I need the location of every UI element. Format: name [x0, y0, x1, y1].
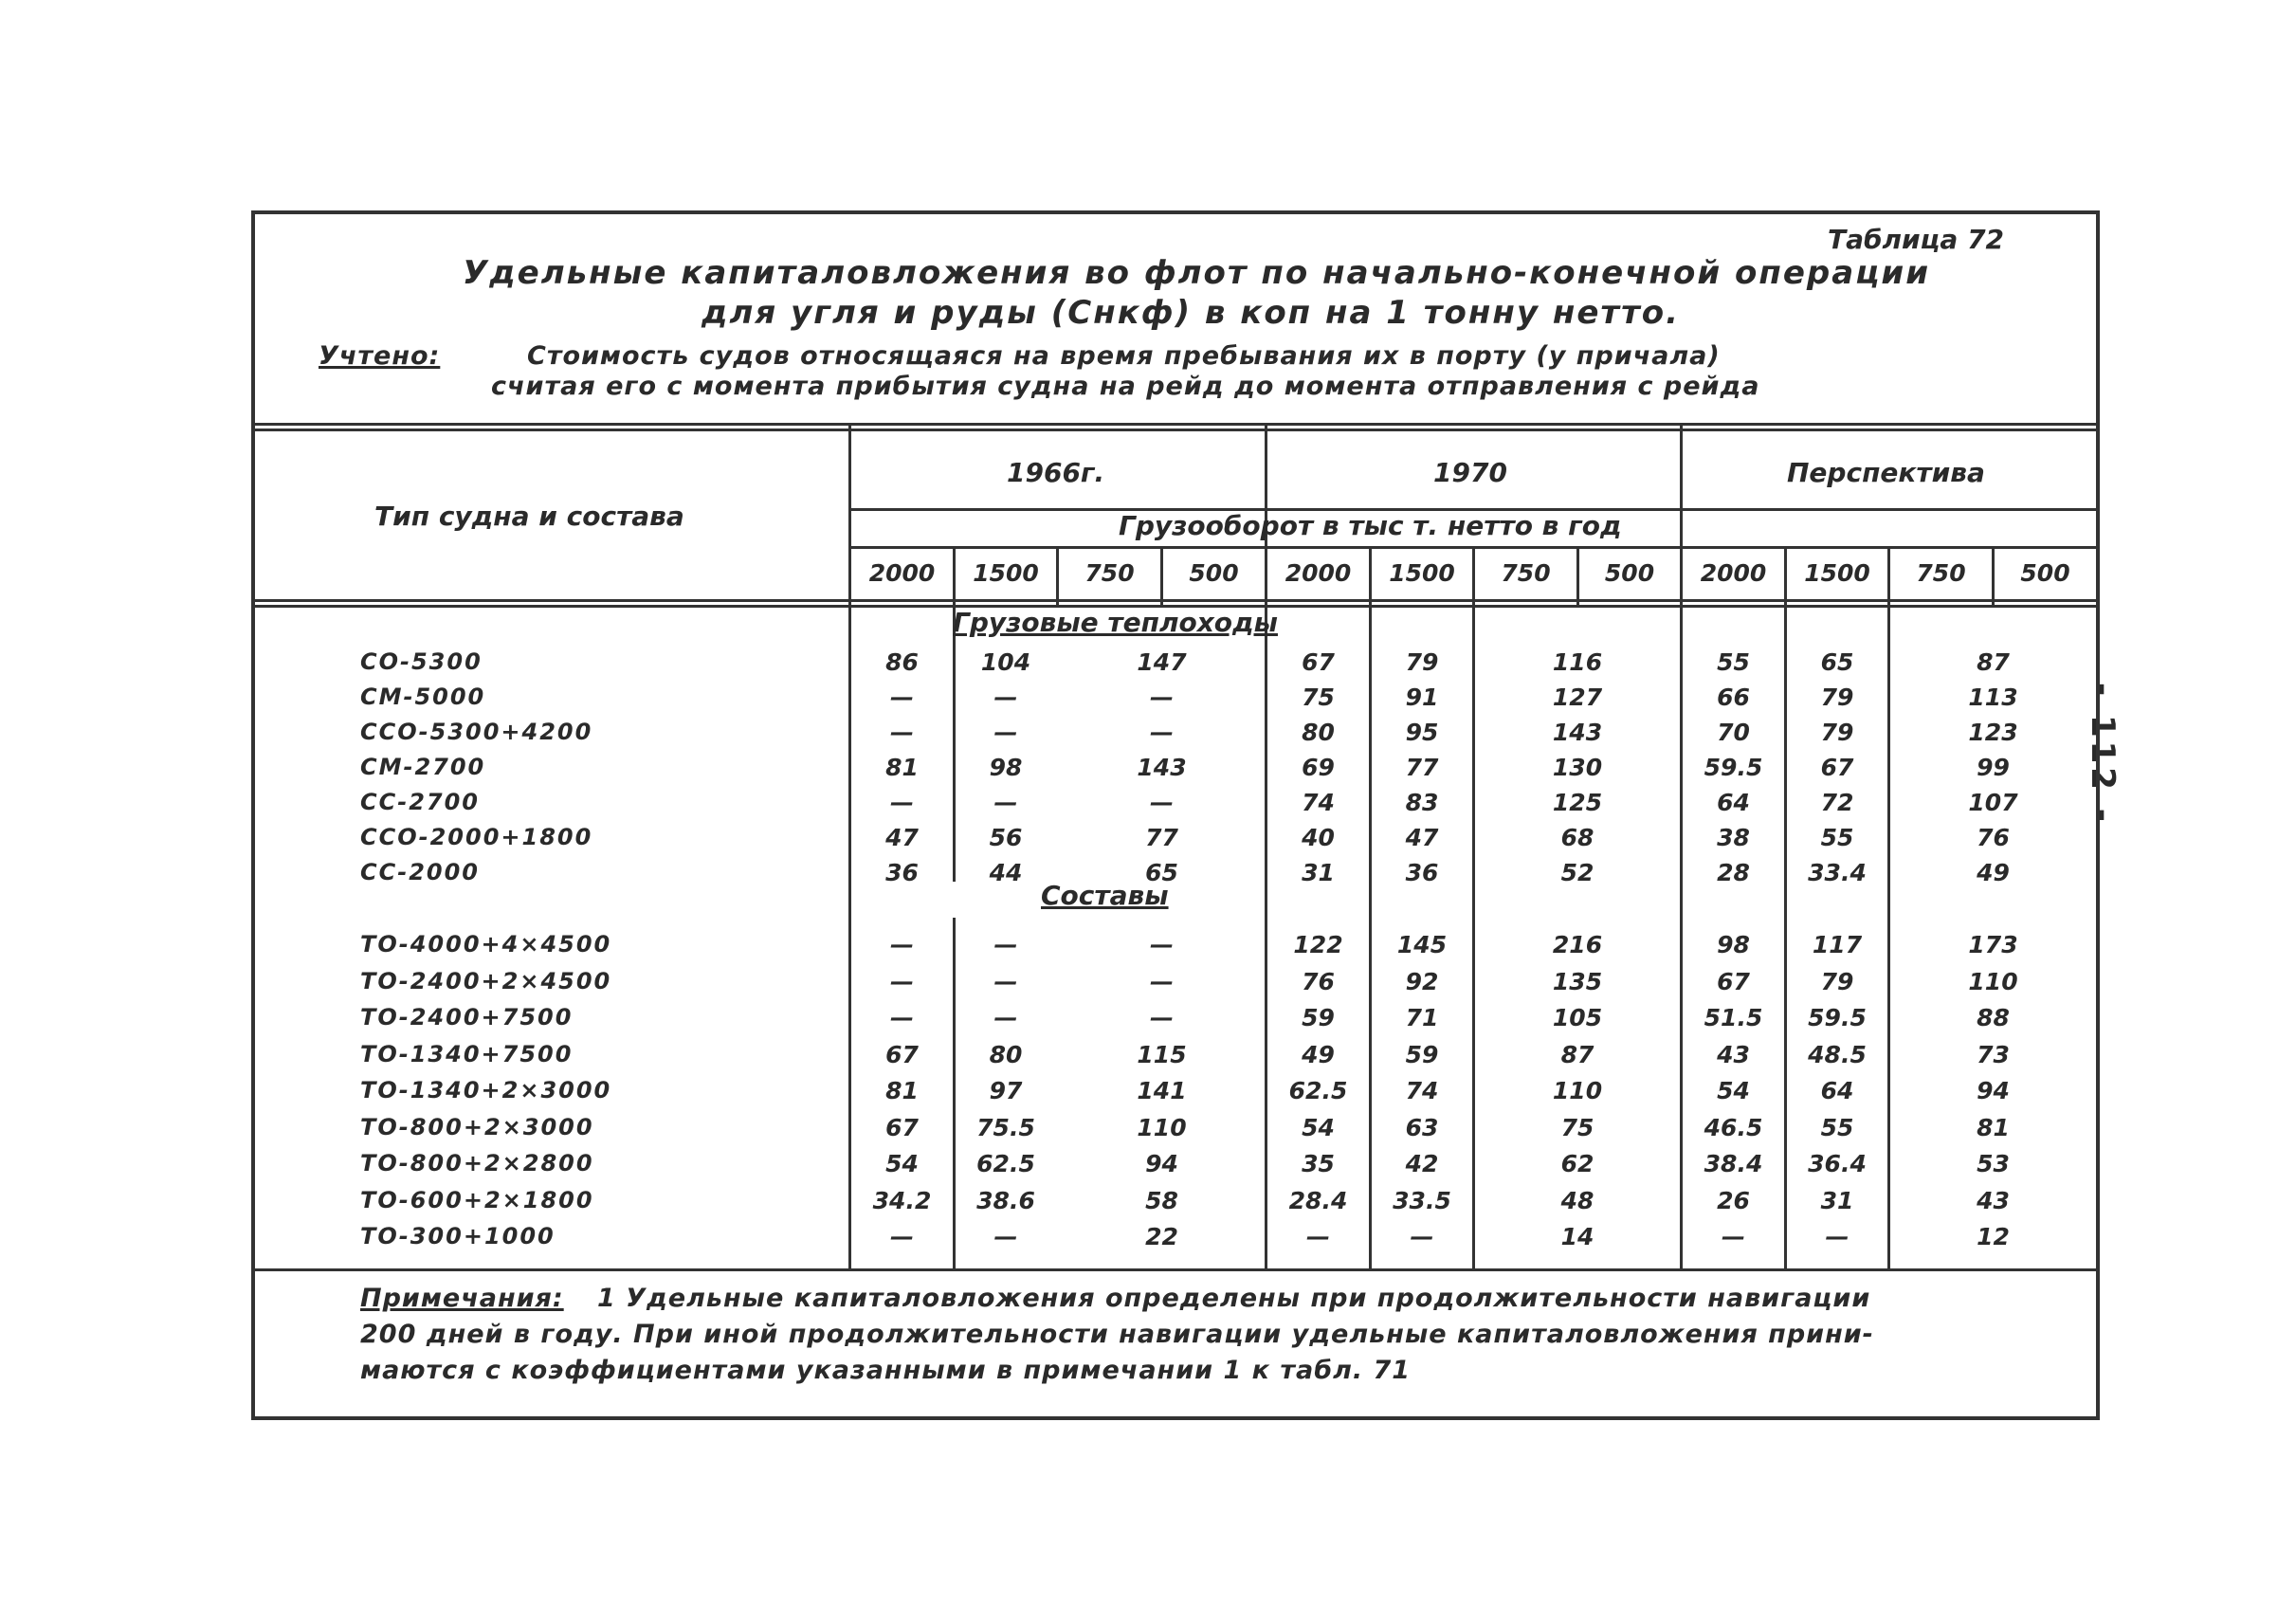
sub-header: 2000: [1285, 559, 1352, 587]
table-cell: 36.4: [1808, 1150, 1867, 1177]
table-cell: 42: [1405, 1150, 1439, 1177]
table-cell: 80: [989, 1040, 1023, 1068]
sub-header: 1500: [973, 559, 1039, 587]
table-cell: 36: [1405, 859, 1439, 886]
table-cell: 77: [1145, 824, 1178, 851]
table-cell: 79: [1405, 648, 1439, 676]
sub-header: 2000: [868, 559, 936, 587]
table-cell: 69: [1302, 754, 1335, 781]
table-cell: 94: [1977, 1077, 2010, 1104]
table-cell: 38.4: [1704, 1150, 1763, 1177]
table-cell: 59.5: [1704, 754, 1763, 781]
table-cell: 67: [885, 1113, 919, 1141]
header-top-border-double: [253, 429, 2098, 431]
table-cell: 79: [1820, 719, 1854, 746]
table-cell: 91: [1405, 684, 1439, 711]
table-cell: —: [1410, 1223, 1434, 1250]
table-cell: 64: [1717, 789, 1750, 816]
table-cell: —: [1306, 1223, 1330, 1250]
sub-header: 750: [1916, 559, 1966, 587]
volume-header: Грузооборот в тыс т. нетто в год: [1119, 510, 1622, 541]
row-name: СМ-5000: [360, 684, 486, 710]
table-cell: 31: [1820, 1186, 1854, 1214]
table-cell: 31: [1302, 859, 1335, 886]
footnote-line3: маются с коэффициентами указанными в примечании 1 к табл. 71: [360, 1356, 1412, 1385]
table-title-line1: Удельные капиталовложения во флот по начально-конечной операции: [463, 254, 1931, 292]
table-cell: —: [993, 967, 1018, 995]
table-cell: —: [1150, 967, 1174, 995]
period-header-1966: 1966г.: [1007, 457, 1105, 488]
table-cell: —: [1150, 1004, 1174, 1031]
table-cell: 87: [1977, 648, 2010, 676]
table-cell: 33.4: [1808, 859, 1867, 886]
row-name: ТО-800+2×3000: [360, 1113, 594, 1140]
table-cell: —: [890, 684, 914, 711]
table-cell: 26: [1717, 1186, 1750, 1214]
table-cell: 173: [1968, 931, 2018, 958]
table-cell: 83: [1405, 789, 1439, 816]
table-cell: —: [1150, 931, 1174, 958]
row-name: ССО-2000+1800: [360, 824, 593, 850]
table-cell: 97: [989, 1077, 1023, 1104]
table-cell: 115: [1137, 1040, 1187, 1068]
table-cell: 70: [1717, 719, 1750, 746]
note-line2: считая его с момента прибытия судна на рейд до момента отправления с рейда: [491, 372, 1760, 401]
period-header-1970: 1970: [1433, 457, 1507, 488]
table-cell: 47: [885, 824, 919, 851]
table-cell: 72: [1820, 789, 1854, 816]
table-cell: 64: [1820, 1077, 1854, 1104]
table-cell: —: [993, 1004, 1018, 1031]
sub-header: 500: [1604, 559, 1655, 587]
table-cell: 127: [1552, 684, 1603, 711]
table-cell: 80: [1302, 719, 1335, 746]
table-cell: 86: [885, 648, 919, 676]
body-bottom-border: [253, 1268, 2098, 1271]
table-cell: 123: [1968, 719, 2018, 746]
table-cell: 68: [1560, 824, 1594, 851]
row-name: СС-2000: [360, 859, 480, 885]
table-cell: 105: [1552, 1004, 1603, 1031]
header-top-border: [253, 423, 2098, 426]
note-line1: Стоимость судов относящаяся на время пребывания их в порту (у причала): [527, 341, 1721, 371]
row-name: ССО-5300+4200: [360, 719, 593, 745]
table-cell: 62.5: [1288, 1077, 1348, 1104]
table-cell: 67: [1302, 648, 1335, 676]
sub-header: 500: [1189, 559, 1239, 587]
table-cell: 77: [1405, 754, 1439, 781]
table-cell: 44: [989, 859, 1023, 886]
table-cell: —: [993, 719, 1018, 746]
sub-header: 2000: [1700, 559, 1767, 587]
sub-header: 1500: [1804, 559, 1870, 587]
table-cell: 110: [1968, 967, 2018, 995]
table-cell: 55: [1717, 648, 1750, 676]
table-cell: 53: [1977, 1150, 2010, 1177]
table-title-line2: для угля и руды (Снкф) в коп на 1 тонну нетто.: [702, 294, 1681, 332]
table-cell: 98: [1717, 931, 1750, 958]
table-cell: 125: [1552, 789, 1603, 816]
table-cell: 107: [1968, 789, 2018, 816]
footnote-line2: 200 дней в году. При иной продолжительности навигации удельные капиталовложения прини-: [360, 1320, 1874, 1349]
table-cell: 65: [1820, 648, 1854, 676]
table-cell: 62.5: [976, 1150, 1035, 1177]
note-label: Учтено:: [319, 341, 441, 371]
table-cell: 75.5: [976, 1113, 1035, 1141]
table-cell: 52: [1560, 859, 1594, 886]
table-cell: —: [890, 931, 914, 958]
table-cell: 40: [1302, 824, 1335, 851]
table-cell: 51.5: [1704, 1004, 1763, 1031]
row-name: СМ-2700: [360, 754, 486, 780]
table-cell: 71: [1405, 1004, 1439, 1031]
table-cell: —: [890, 1223, 914, 1250]
table-cell: 59: [1405, 1040, 1439, 1068]
table-cell: 79: [1820, 684, 1854, 711]
period-header-perspective: Перспектива: [1787, 457, 1985, 488]
table-cell: —: [1150, 684, 1174, 711]
row-name: СС-2700: [360, 789, 480, 815]
table-cell: 56: [989, 824, 1023, 851]
table-cell: 49: [1302, 1040, 1335, 1068]
section-title-convoys: Составы: [1041, 880, 1169, 911]
table-cell: 38: [1717, 824, 1750, 851]
table-cell: —: [890, 967, 914, 995]
table-cell: 43: [1717, 1040, 1750, 1068]
table-cell: 74: [1302, 789, 1335, 816]
table-cell: 130: [1552, 754, 1603, 781]
table-cell: 43: [1977, 1186, 2010, 1214]
row-name: ТО-800+2×2800: [360, 1150, 594, 1176]
table-cell: —: [993, 789, 1018, 816]
table-cell: 92: [1405, 967, 1439, 995]
row-name: ТО-1340+7500: [360, 1040, 574, 1067]
row-name: СО-5300: [360, 648, 483, 675]
table-cell: 99: [1977, 754, 2010, 781]
table-cell: —: [1150, 719, 1174, 746]
table-cell: 28: [1717, 859, 1750, 886]
table-cell: 74: [1405, 1077, 1439, 1104]
table-cell: 66: [1717, 684, 1750, 711]
table-cell: —: [1150, 789, 1174, 816]
table-cell: 54: [1302, 1113, 1335, 1141]
table-cell: 67: [1717, 967, 1750, 995]
table-cell: 147: [1137, 648, 1187, 676]
table-cell: 143: [1137, 754, 1187, 781]
sub-header: 500: [2020, 559, 2070, 587]
table-cell: 38.6: [976, 1186, 1035, 1214]
table-cell: 75: [1560, 1113, 1594, 1141]
row-name: ТО-300+1000: [360, 1223, 556, 1249]
table-cell: 216: [1552, 931, 1603, 958]
table-cell: 104: [980, 648, 1031, 676]
table-cell: 81: [885, 1077, 919, 1104]
table-cell: 33.5: [1393, 1186, 1451, 1214]
table-cell: 110: [1137, 1113, 1187, 1141]
table-cell: 67: [885, 1040, 919, 1068]
table-cell: —: [890, 789, 914, 816]
table-cell: —: [890, 1004, 914, 1031]
table-cell: 94: [1145, 1150, 1178, 1177]
table-cell: 110: [1552, 1077, 1603, 1104]
table-cell: 122: [1293, 931, 1343, 958]
table-cell: 87: [1560, 1040, 1594, 1068]
table-cell: —: [890, 719, 914, 746]
table-cell: 54: [885, 1150, 919, 1177]
table-cell: 58: [1145, 1186, 1178, 1214]
table-cell: 55: [1820, 1113, 1854, 1141]
table-cell: 98: [989, 754, 1023, 781]
table-cell: 47: [1405, 824, 1439, 851]
table-label: Таблица 72: [1828, 224, 2005, 255]
row-name: ТО-4000+4×4500: [360, 931, 612, 957]
table-cell: 36: [885, 859, 919, 886]
sub-header: 750: [1501, 559, 1551, 587]
row-name: ТО-2400+7500: [360, 1004, 574, 1030]
table-cell: —: [1722, 1223, 1745, 1250]
sub-header: 1500: [1389, 559, 1455, 587]
table-cell: 117: [1812, 931, 1863, 958]
table-cell: 48.5: [1808, 1040, 1867, 1068]
table-cell: 46.5: [1704, 1113, 1763, 1141]
table-cell: 113: [1968, 684, 2018, 711]
table-cell: 79: [1820, 967, 1854, 995]
table-cell: 141: [1137, 1077, 1187, 1104]
section-title-cargo-ships: Грузовые теплоходы: [953, 607, 1278, 638]
table-cell: 76: [1302, 967, 1335, 995]
table-cell: 28.4: [1288, 1186, 1348, 1214]
table-cell: 65: [1145, 859, 1178, 886]
table-cell: 135: [1552, 967, 1603, 995]
sub-header: 750: [1084, 559, 1135, 587]
table-cell: 48: [1560, 1186, 1594, 1214]
table-cell: 35: [1302, 1150, 1335, 1177]
table-cell: 116: [1552, 648, 1603, 676]
table-cell: 12: [1977, 1223, 2010, 1250]
table-cell: 22: [1145, 1223, 1178, 1250]
table-cell: 54: [1717, 1077, 1750, 1104]
table-cell: 75: [1302, 684, 1335, 711]
table-cell: 55: [1820, 824, 1854, 851]
table-cell: 67: [1820, 754, 1854, 781]
table-cell: 81: [885, 754, 919, 781]
table-cell: 59: [1302, 1004, 1335, 1031]
table-cell: 76: [1977, 824, 2010, 851]
footnote-label: Примечания:: [360, 1284, 564, 1313]
row-name: ТО-2400+2×4500: [360, 967, 612, 994]
row-name: ТО-1340+2×3000: [360, 1077, 612, 1103]
table-cell: 14: [1560, 1223, 1594, 1250]
table-cell: —: [993, 931, 1018, 958]
table-cell: 145: [1396, 931, 1448, 958]
table-cell: 62: [1560, 1150, 1594, 1177]
table-cell: 88: [1977, 1004, 2010, 1031]
table-cell: 59.5: [1808, 1004, 1867, 1031]
table-cell: 63: [1405, 1113, 1439, 1141]
footnote-line1: 1 Удельные капиталовложения определены при продолжительности навигации: [597, 1284, 1871, 1313]
table-cell: —: [993, 1223, 1018, 1250]
col-header-type: Тип судна и состава: [374, 501, 684, 532]
table-cell: 81: [1977, 1113, 2010, 1141]
page-number: - 112 -: [2084, 683, 2122, 826]
header-bottom-border: [253, 599, 2098, 602]
table-cell: 73: [1977, 1040, 2010, 1068]
table-cell: 95: [1405, 719, 1439, 746]
table-cell: 34.2: [872, 1186, 932, 1214]
row-name: ТО-600+2×1800: [360, 1186, 594, 1213]
table-cell: 143: [1552, 719, 1603, 746]
table-cell: 49: [1977, 859, 2010, 886]
table-cell: —: [1825, 1223, 1850, 1250]
table-cell: —: [993, 684, 1018, 711]
